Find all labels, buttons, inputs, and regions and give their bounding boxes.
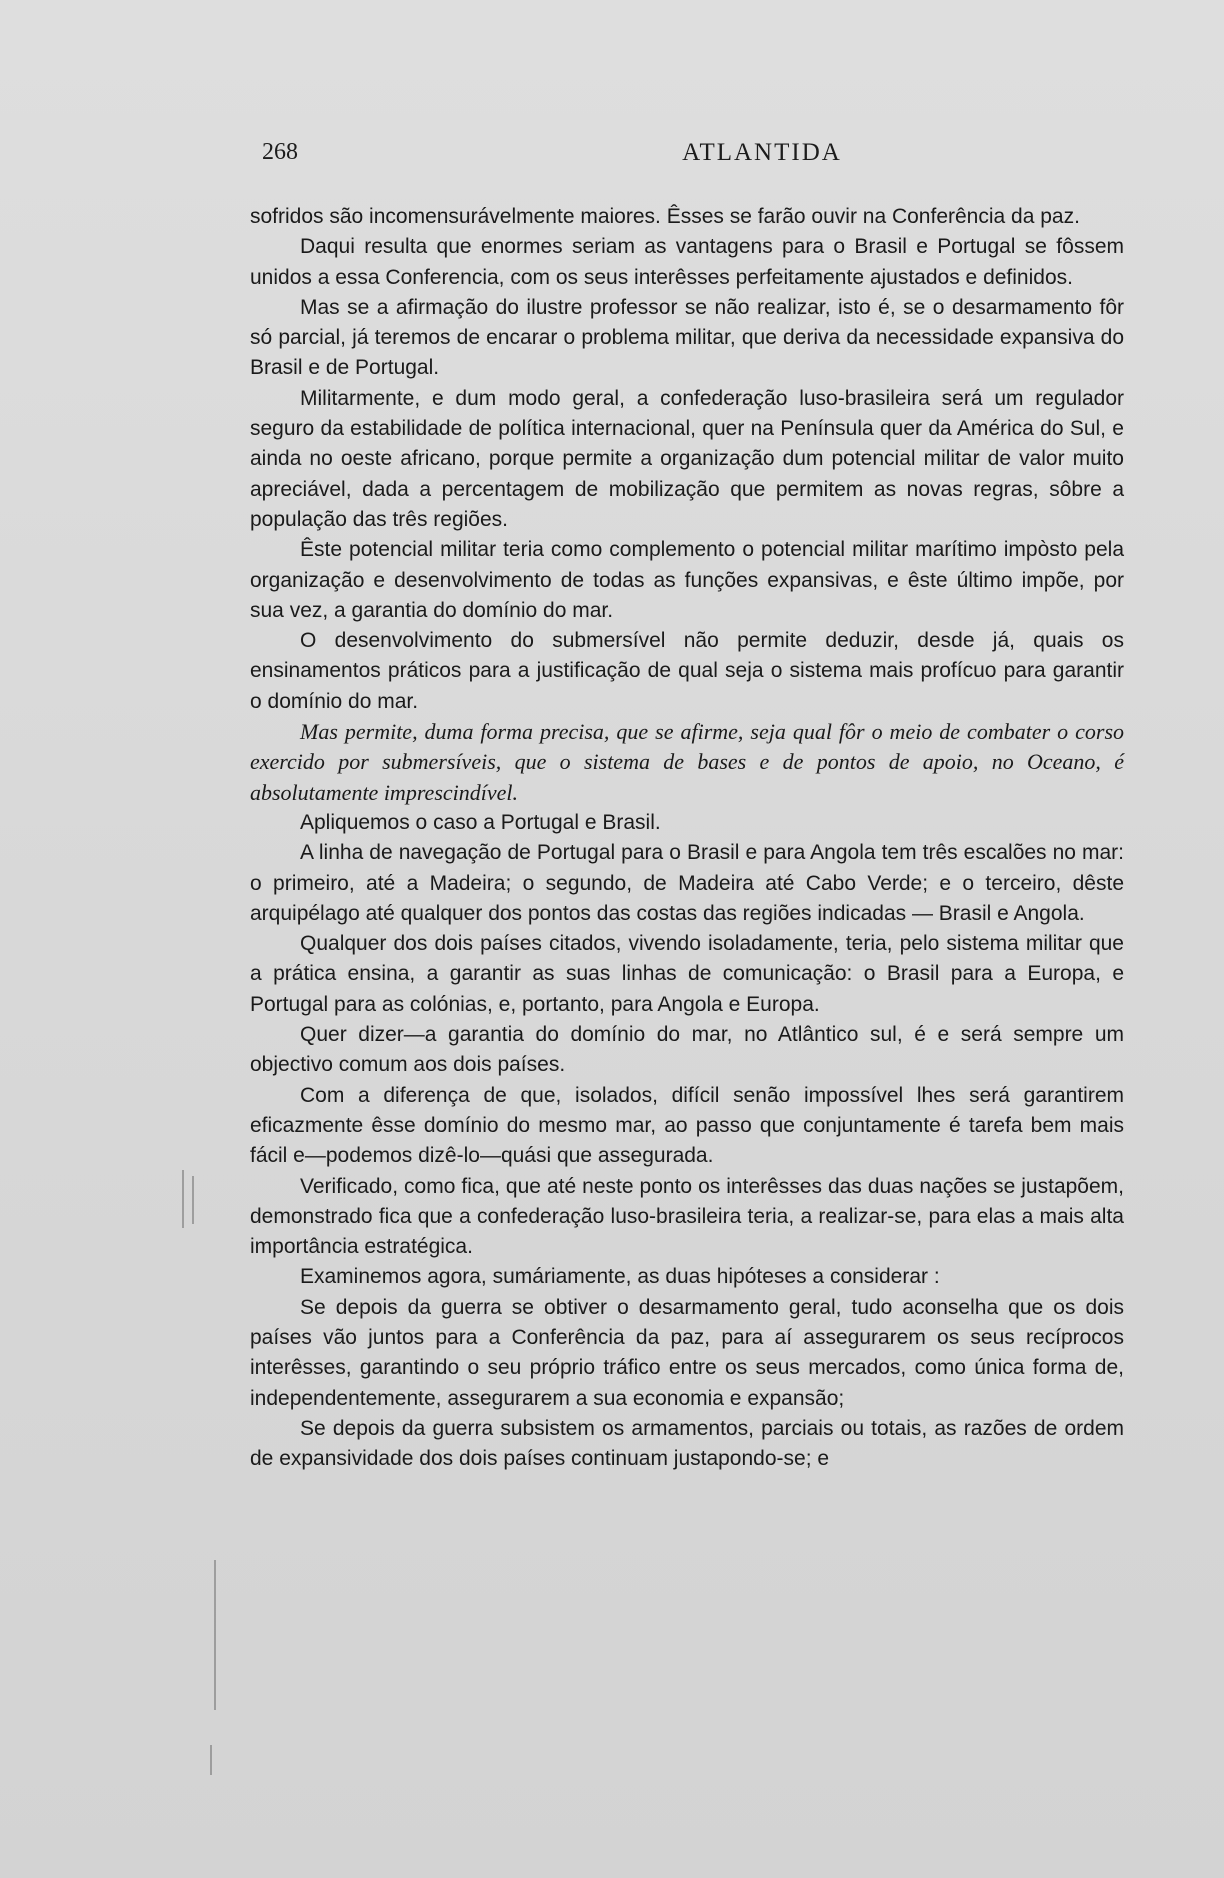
paragraph-8: Apliquemos o caso a Portugal e Brasil. [300,810,661,834]
paragraph-7-italic: Mas permite, duma forma precisa, que se afirme, seja qual fôr o meio de combater o corso exercido por submersíveis, que o sistema de bases e de pontos de apoio, no Oceano, é absolutamente imprescindível. [250,719,1124,805]
paragraph-14: Examinemos agora, sumáriamente, as duas hipóteses a considerar : [300,1265,940,1289]
running-title: ATLANTIDA [682,139,842,166]
paragraph-6: O desenvolvimento do submersível não permite deduzir, desde já, quais os ensinamentos práticos para a justificação de qual seja o sistema mais profícuo para garantir o domínio do mar. [250,629,1124,713]
paragraph-9: A linha de navegação de Portugal para o Brasil e para Angola tem três escalões no mar: o primeiro, até a Madeira; o segundo, de Madeira até Cabo Verde; e o terceiro, dêste arquipélago até qualquer dos pontos das costas das regiões indicadas — Brasil e Angola. [250,841,1124,925]
paragraph-15: Se depois da guerra se obtiver o desarmamento geral, tudo aconselha que os dois países vão juntos para a Conferência da paz, para aí assegurarem os seus recíprocos interêsses, garantindo o seu próprio tráfico entre os seus mercados, como única forma de, independentemente, assegurarem a sua economia e expansão; [250,1295,1124,1410]
margin-mark [192,1176,194,1224]
paragraph-12: Com a diferença de que, isolados, difícil senão impossível lhes será garantirem eficazmente êsse domínio do mesmo mar, ao passo que conjuntamente é tarefa bem mais fácil e—podemos dizê-lo—quási que assegurada. [250,1083,1124,1168]
paragraph-4: Militarmente, e dum modo geral, a confederação luso-brasileira será um regulador seguro da estabilidade de política internacional, quer na Península quer da América do Sul, e ainda no oeste africano, porque permite a organização dum potencial militar de valor muito apreciável, dada a percentagem de mobilização que permitem as novas regras, sôbre a população das três regiões. [250,386,1124,531]
paragraph-10: Qualquer dos dois países citados, vivendo isoladamente, teria, pelo sistema militar que a prática ensina, a garantir as suas linhas de comunicação: o Brasil para a Europa, e Portugal para as colónias, e, portanto, para Angola e Europa. [250,932,1124,1016]
page-number: 268 [262,139,298,165]
page-header [262,139,1152,175]
paragraph-13: Verificado, como fica, que até neste ponto os interêsses das duas nações se justapõem, demonstrado fica que a confederação luso-brasileira teria, a realizar-se, para elas a mais alta importância estratégica. [250,1174,1124,1259]
paragraph-5: Êste potencial militar teria como complemento o potencial militar marítimo impòsto pela organização e desenvolvimento de todas as funções expansivas, e êste último impõe, por sua vez, a garantia do domínio do mar. [250,538,1124,622]
paragraph-3: Mas se a afirmação do ilustre professor se não realizar, isto é, se o desarmamento fôr só parcial, já teremos de encarar o problema militar, que deriva da necessidade expansiva do Brasil e de Portugal. [250,295,1124,380]
margin-mark [182,1170,184,1228]
paragraph-2: Daqui resulta que enormes seriam as vantagens para o Brasil e Portugal se fôssem unidos a essa Conferencia, com os seus interêsses perfeitamente ajustados e definidos. [250,235,1124,289]
paragraph-1: sofridos são incomensurávelmente maiores. Êsses se farão ouvir na Conferência da paz. [250,205,1080,228]
paragraph-11: Quer dizer—a garantia do domínio do mar, no Atlântico sul, é e será sempre um objectivo comum aos dois países. [250,1023,1124,1077]
paragraph-16: Se depois da guerra subsistem os armamentos, parciais ou totais, as razões de ordem de expansividade dos dois países continuam justapondo-se; e [250,1416,1124,1471]
margin-pencil-marks [170,1170,250,1770]
body-text [250,202,1124,1474]
margin-mark [214,1560,216,1710]
margin-mark [210,1745,212,1775]
